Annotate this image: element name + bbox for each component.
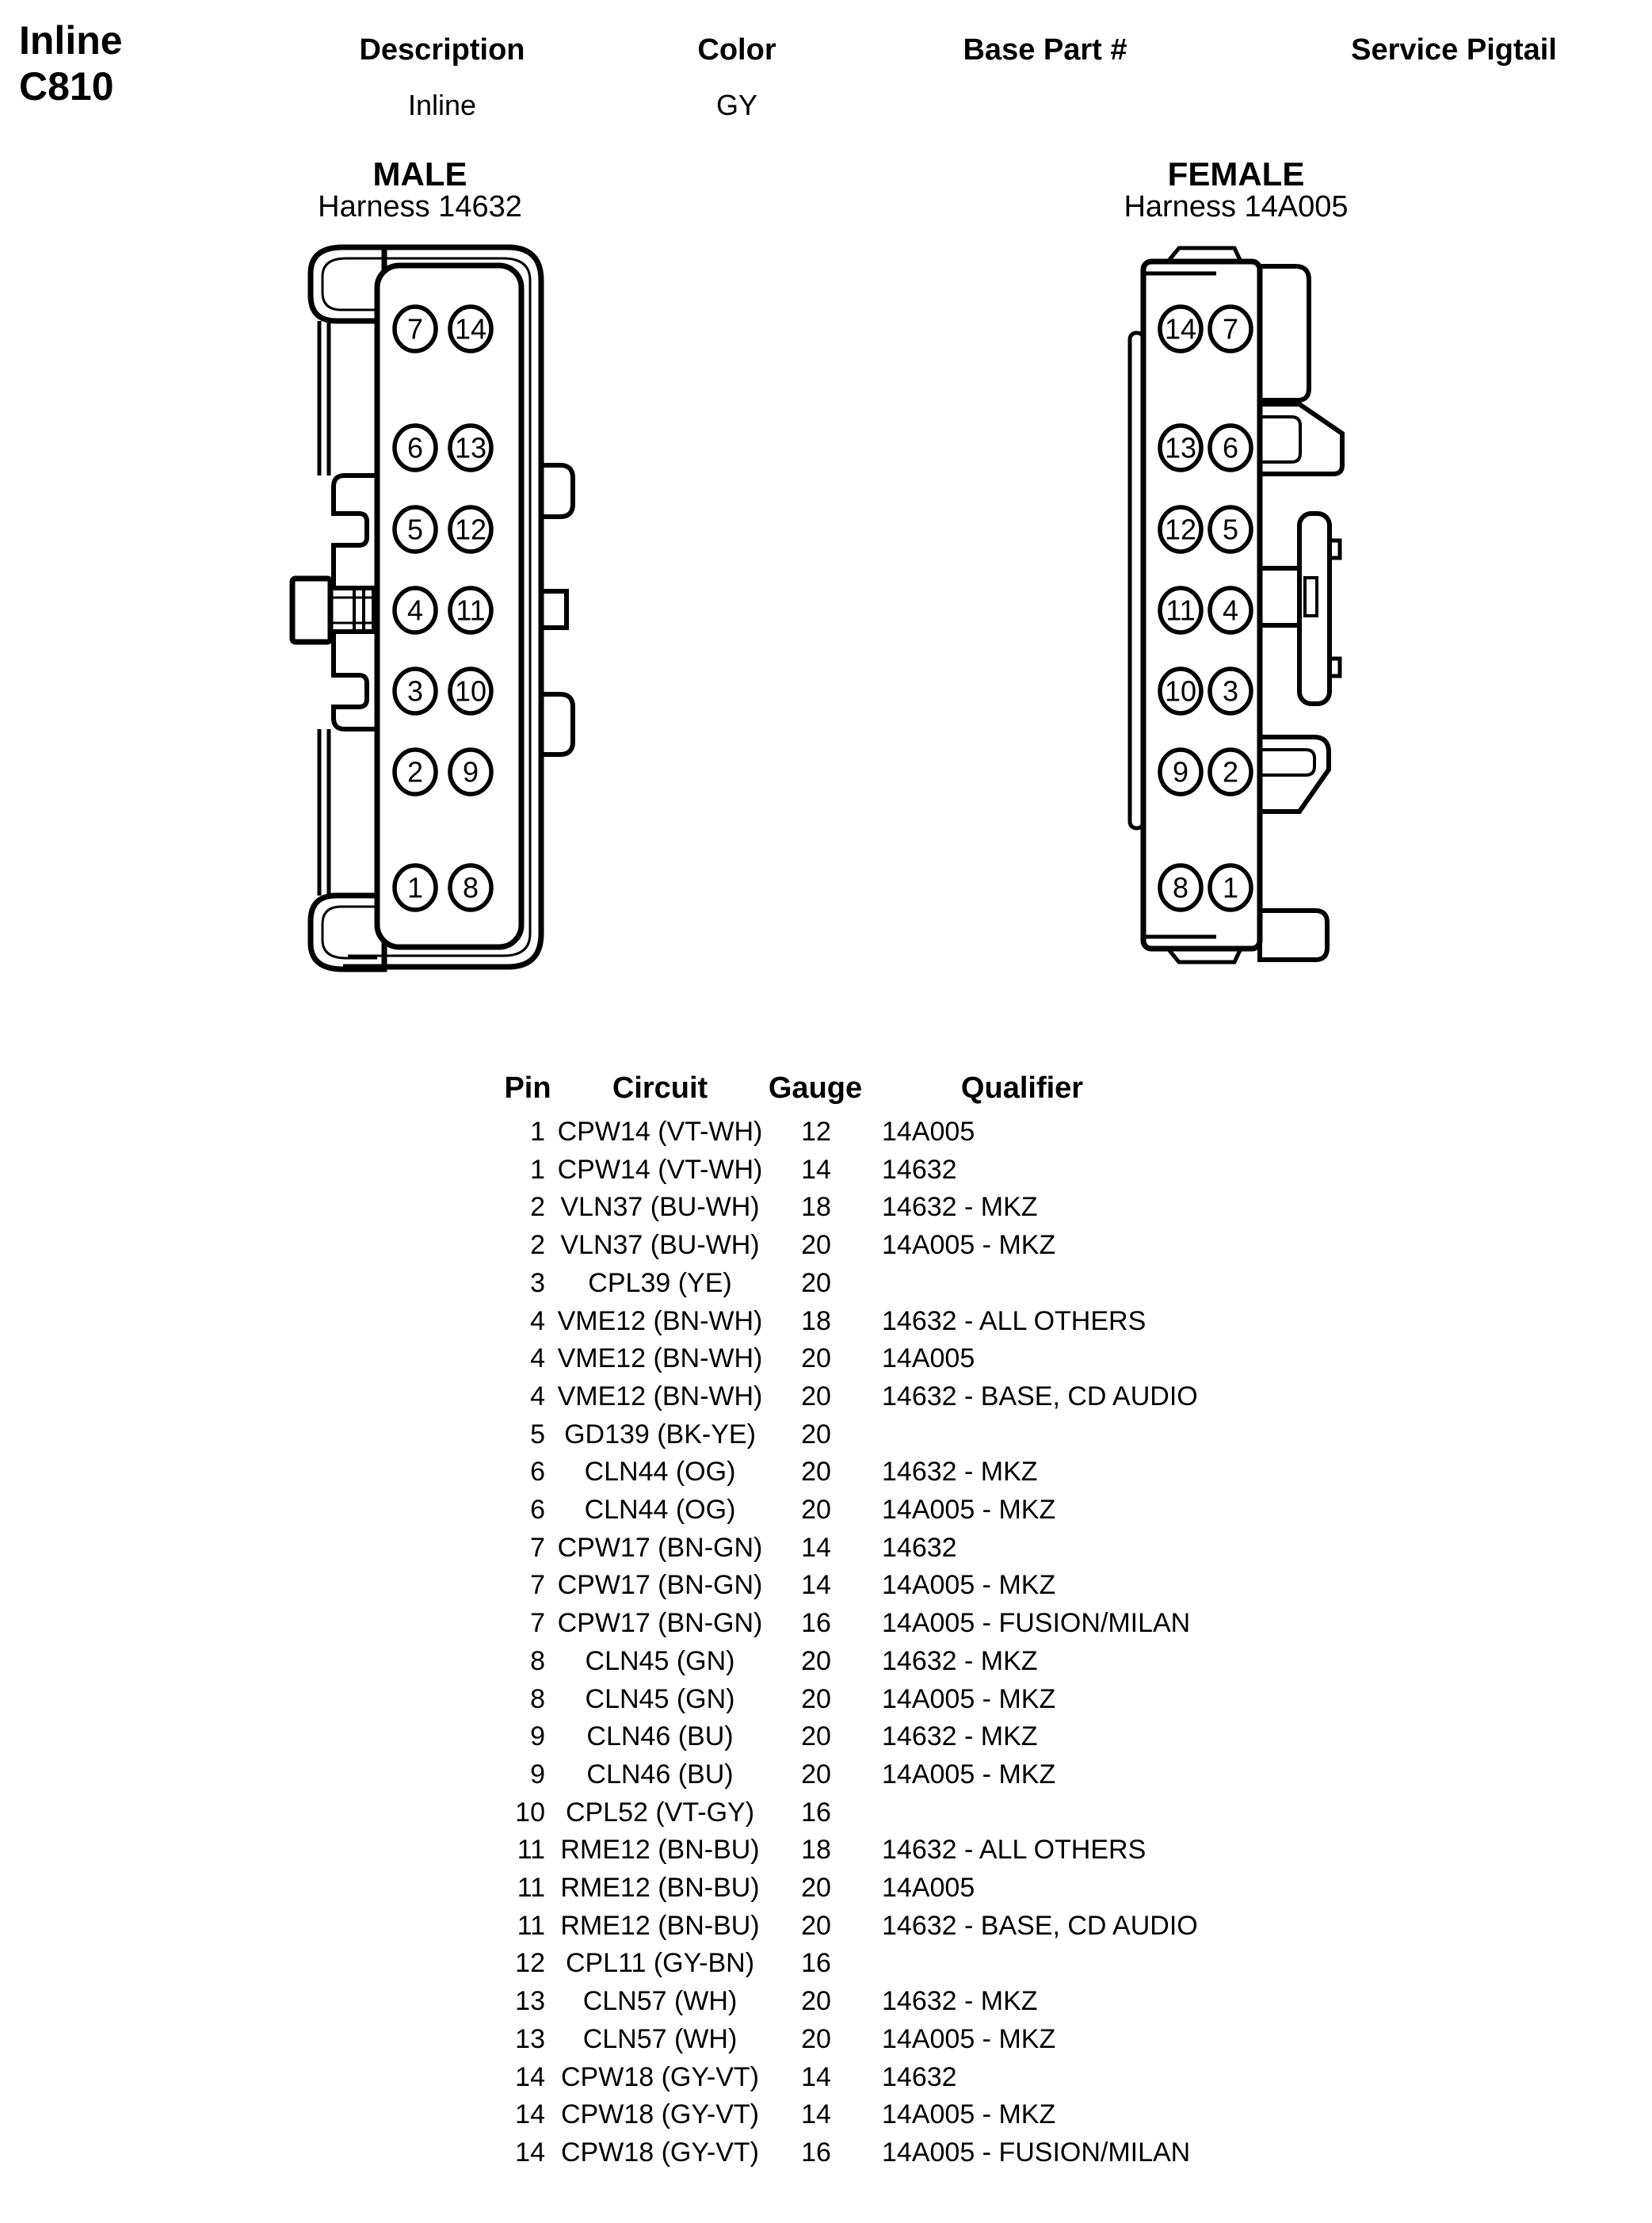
table-row bbox=[0, 1302, 1652, 1340]
male-pin-12 bbox=[450, 507, 491, 552]
circuit-cell: CLN46 (BU) bbox=[586, 1721, 734, 1752]
pin-cell: 2 bbox=[530, 1230, 545, 1261]
female-top-rim bbox=[1260, 266, 1309, 400]
gauge-cell: 20 bbox=[801, 1267, 831, 1298]
qualifier-cell: 14632 - ALL OTHERS bbox=[882, 1835, 1146, 1866]
table-row bbox=[0, 2058, 1652, 2096]
male-pin-13-number: 13 bbox=[454, 431, 487, 464]
male-pin-8 bbox=[450, 865, 491, 910]
gauge-cell: 20 bbox=[801, 1645, 831, 1676]
pin-cell: 14 bbox=[515, 2137, 545, 2168]
qualifier-cell: 14632 - BASE, CD AUDIO bbox=[882, 1381, 1198, 1411]
gauge-cell: 20 bbox=[801, 1230, 831, 1261]
gauge-cell: 20 bbox=[801, 1721, 831, 1752]
pin-cell: 1 bbox=[530, 1117, 545, 1147]
female-pin-7 bbox=[1210, 307, 1251, 351]
male-lock-post bbox=[292, 579, 378, 642]
table-header-pin: Pin bbox=[504, 1071, 551, 1105]
qualifier-cell: 14632 - ALL OTHERS bbox=[882, 1305, 1146, 1336]
table-row bbox=[0, 1982, 1652, 2020]
female-pin-4 bbox=[1210, 588, 1251, 632]
connector-id: C810 bbox=[19, 64, 114, 109]
circuit-cell: CPL11 (GY-BN) bbox=[565, 1948, 755, 1979]
table-row bbox=[0, 1793, 1652, 1831]
male-pin-9 bbox=[450, 750, 491, 794]
female-pin-1 bbox=[1210, 865, 1251, 910]
circuit-cell: CPW17 (BN-GN) bbox=[557, 1570, 763, 1601]
female-pin-14-number: 14 bbox=[1164, 312, 1197, 346]
header-label-description: Description bbox=[359, 33, 525, 67]
table-row bbox=[0, 1907, 1652, 1945]
gauge-cell: 16 bbox=[801, 1797, 831, 1828]
male-pin-3 bbox=[395, 669, 436, 713]
female-pin-3 bbox=[1210, 669, 1251, 713]
pin-cell: 3 bbox=[530, 1267, 545, 1298]
pin-cell: 11 bbox=[517, 1910, 545, 1941]
qualifier-cell: 14A005 - MKZ bbox=[882, 2099, 1056, 2130]
gauge-cell: 20 bbox=[801, 1873, 831, 1903]
female-pin-2 bbox=[1210, 750, 1251, 794]
table-header-qualifier: Qualifier bbox=[960, 1071, 1084, 1105]
pin-cell: 10 bbox=[515, 1797, 545, 1828]
male-pin-11 bbox=[450, 588, 491, 632]
pin-cell: 8 bbox=[530, 1645, 545, 1676]
pin-cell: 2 bbox=[530, 1192, 545, 1223]
female-pin-5 bbox=[1210, 507, 1251, 552]
qualifier-cell: 14A005 - MKZ bbox=[882, 1683, 1056, 1714]
table-row bbox=[0, 1604, 1652, 1642]
table-row bbox=[0, 1415, 1652, 1453]
circuit-cell: CPL39 (YE) bbox=[588, 1267, 732, 1298]
gauge-cell: 12 bbox=[801, 1117, 831, 1147]
male-title: MALE bbox=[372, 155, 467, 193]
table-row bbox=[0, 1339, 1652, 1377]
female-latch bbox=[1260, 514, 1340, 704]
pin-cell: 11 bbox=[517, 1835, 545, 1866]
male-right-tab-upper bbox=[541, 465, 573, 517]
circuit-cell: CPW14 (VT-WH) bbox=[557, 1117, 763, 1147]
qualifier-cell: 14632 - MKZ bbox=[882, 1192, 1038, 1223]
female-pin-12-number: 12 bbox=[1164, 513, 1197, 546]
table-row bbox=[0, 1642, 1652, 1680]
gauge-cell: 20 bbox=[801, 1910, 831, 1941]
female-pin-13 bbox=[1160, 426, 1201, 470]
female-pin-12 bbox=[1160, 507, 1201, 552]
gauge-cell: 14 bbox=[801, 1570, 831, 1601]
pin-cell: 8 bbox=[530, 1683, 545, 1714]
qualifier-cell: 14A005 - MKZ bbox=[882, 1230, 1056, 1261]
pin-cell: 7 bbox=[530, 1608, 545, 1639]
table-row bbox=[0, 1453, 1652, 1491]
circuit-cell: CPW18 (GY-VT) bbox=[560, 2099, 759, 2130]
pin-cell: 14 bbox=[515, 2061, 545, 2092]
gauge-cell: 16 bbox=[801, 1948, 831, 1979]
circuit-cell: CLN44 (OG) bbox=[584, 1495, 736, 1525]
qualifier-cell: 14A005 bbox=[882, 1343, 975, 1374]
qualifier-cell: 14632 - MKZ bbox=[882, 1457, 1038, 1488]
circuit-cell: CPW17 (BN-GN) bbox=[557, 1608, 763, 1639]
male-pin-3-number: 3 bbox=[406, 674, 424, 708]
table-row bbox=[0, 2020, 1652, 2058]
gauge-cell: 18 bbox=[801, 1305, 831, 1336]
table-row bbox=[0, 1944, 1652, 1982]
female-pin-10 bbox=[1160, 669, 1201, 713]
male-pin-2 bbox=[395, 750, 436, 794]
female-pin-6-number: 6 bbox=[1222, 431, 1239, 464]
male-right-tab-square bbox=[541, 591, 567, 628]
table-row bbox=[0, 1717, 1652, 1755]
male-pin-1 bbox=[395, 865, 436, 910]
circuit-cell: CPW18 (GY-VT) bbox=[560, 2061, 759, 2092]
male-pin-5 bbox=[395, 507, 436, 552]
male-pin-9-number: 9 bbox=[462, 755, 479, 789]
circuit-cell: GD139 (BK-YE) bbox=[564, 1419, 756, 1450]
table-row bbox=[0, 1869, 1652, 1907]
female-pin-14 bbox=[1160, 307, 1201, 351]
female-pin-3-number: 3 bbox=[1222, 674, 1239, 708]
header-label-color: Color bbox=[697, 33, 776, 67]
gauge-cell: 14 bbox=[801, 1532, 831, 1563]
circuit-cell: CLN57 (WH) bbox=[582, 1986, 738, 2017]
circuit-cell: CPW18 (GY-VT) bbox=[560, 2137, 759, 2168]
qualifier-cell: 14A005 - MKZ bbox=[882, 1570, 1056, 1601]
female-pin-5-number: 5 bbox=[1222, 513, 1239, 546]
female-pin-6 bbox=[1210, 426, 1251, 470]
circuit-cell: CLN45 (GN) bbox=[585, 1683, 735, 1714]
male-harness: Harness 14632 bbox=[318, 190, 522, 223]
gauge-cell: 20 bbox=[801, 2023, 831, 2054]
qualifier-cell: 14A005 - FUSION/MILAN bbox=[882, 1608, 1191, 1639]
table-row bbox=[0, 2095, 1652, 2133]
circuit-cell: CPW17 (BN-GN) bbox=[557, 1532, 763, 1563]
header-label-service-pigtail: Service Pigtail bbox=[1351, 33, 1557, 67]
pin-cell: 5 bbox=[530, 1419, 545, 1450]
circuit-cell: VLN37 (BU-WH) bbox=[560, 1230, 760, 1261]
gauge-cell: 20 bbox=[801, 1495, 831, 1525]
circuit-cell: CLN57 (WH) bbox=[582, 2023, 738, 2054]
pin-cell: 7 bbox=[530, 1570, 545, 1601]
gauge-cell: 20 bbox=[801, 1457, 831, 1488]
female-pin-7-number: 7 bbox=[1222, 312, 1239, 346]
circuit-cell: CLN45 (GN) bbox=[585, 1645, 735, 1676]
male-pin-4 bbox=[395, 588, 436, 632]
gauge-cell: 20 bbox=[801, 1683, 831, 1714]
qualifier-cell: 14A005 - FUSION/MILAN bbox=[882, 2137, 1191, 2168]
male-pin-10-number: 10 bbox=[454, 674, 487, 708]
female-pin-8 bbox=[1160, 865, 1201, 910]
qualifier-cell: 14A005 - MKZ bbox=[882, 1495, 1056, 1525]
gauge-cell: 14 bbox=[801, 1154, 831, 1185]
male-pin-2-number: 2 bbox=[406, 755, 424, 789]
table-row bbox=[0, 1264, 1652, 1302]
male-pin-7 bbox=[395, 307, 436, 351]
pin-cell: 4 bbox=[530, 1305, 545, 1336]
male-pin-12-number: 12 bbox=[454, 513, 487, 546]
qualifier-cell: 14A005 bbox=[882, 1873, 975, 1903]
circuit-cell: CPW14 (VT-WH) bbox=[557, 1154, 763, 1185]
female-connector-diagram bbox=[1109, 242, 1442, 975]
table-row bbox=[0, 1377, 1652, 1415]
female-pin-8-number: 8 bbox=[1172, 871, 1189, 904]
gauge-cell: 20 bbox=[801, 1986, 831, 2017]
pin-cell: 1 bbox=[530, 1154, 545, 1185]
male-pin-7-number: 7 bbox=[406, 312, 424, 346]
circuit-cell: CLN46 (BU) bbox=[586, 1759, 734, 1789]
table-row bbox=[0, 1566, 1652, 1604]
qualifier-cell: 14632 - MKZ bbox=[882, 1721, 1038, 1752]
male-pin-14 bbox=[450, 307, 491, 351]
gauge-cell: 20 bbox=[801, 1419, 831, 1450]
pin-cell: 13 bbox=[515, 1986, 545, 2017]
table-row bbox=[0, 1113, 1652, 1151]
male-pin-14-number: 14 bbox=[454, 312, 487, 346]
male-pin-4-number: 4 bbox=[406, 594, 424, 627]
pin-cell: 11 bbox=[517, 1873, 545, 1903]
table-row bbox=[0, 1491, 1652, 1529]
gauge-cell: 20 bbox=[801, 1759, 831, 1789]
qualifier-cell: 14632 bbox=[882, 2061, 957, 2092]
female-pin-9 bbox=[1160, 750, 1201, 794]
header-value-description: Inline bbox=[407, 89, 477, 121]
pin-cell: 14 bbox=[515, 2099, 545, 2130]
circuit-cell: RME12 (BN-BU) bbox=[560, 1873, 760, 1903]
male-pin-13 bbox=[450, 426, 491, 470]
male-pin-10 bbox=[450, 669, 491, 713]
female-bottom-tab bbox=[1260, 911, 1327, 960]
table-row bbox=[0, 1188, 1652, 1226]
qualifier-cell: 14A005 bbox=[882, 1117, 975, 1147]
table-row bbox=[0, 1226, 1652, 1264]
female-pin-1-number: 1 bbox=[1222, 871, 1239, 904]
table-row bbox=[0, 1680, 1652, 1718]
pin-cell: 6 bbox=[530, 1457, 545, 1488]
qualifier-cell: 14632 - MKZ bbox=[882, 1986, 1038, 2017]
table-row bbox=[0, 1831, 1652, 1869]
male-pin-11-number: 11 bbox=[456, 594, 486, 627]
circuit-cell: RME12 (BN-BU) bbox=[560, 1835, 760, 1866]
qualifier-cell: 14632 - BASE, CD AUDIO bbox=[882, 1910, 1198, 1941]
female-harness: Harness 14A005 bbox=[1124, 190, 1349, 223]
qualifier-cell: 14632 bbox=[882, 1154, 957, 1185]
female-pin-9-number: 9 bbox=[1172, 755, 1189, 789]
table-row bbox=[0, 2133, 1652, 2171]
circuit-cell: RME12 (BN-BU) bbox=[560, 1910, 760, 1941]
male-pin-5-number: 5 bbox=[406, 513, 424, 546]
pin-cell: 13 bbox=[515, 2023, 545, 2054]
gauge-cell: 18 bbox=[801, 1835, 831, 1866]
circuit-cell: VME12 (BN-WH) bbox=[557, 1305, 763, 1336]
circuit-cell: VME12 (BN-WH) bbox=[557, 1381, 763, 1411]
pin-cell: 6 bbox=[530, 1495, 545, 1525]
female-pin-13-number: 13 bbox=[1164, 431, 1197, 464]
female-pin-4-number: 4 bbox=[1222, 594, 1239, 627]
qualifier-cell: 14A005 - MKZ bbox=[882, 2023, 1056, 2054]
female-title: FEMALE bbox=[1167, 155, 1305, 193]
gauge-cell: 16 bbox=[801, 1608, 831, 1639]
male-connector-diagram bbox=[281, 242, 598, 975]
circuit-cell: VME12 (BN-WH) bbox=[557, 1343, 763, 1374]
female-pin-2-number: 2 bbox=[1222, 755, 1239, 789]
female-pin-11-number: 11 bbox=[1166, 594, 1196, 627]
gauge-cell: 20 bbox=[801, 1381, 831, 1411]
circuit-cell: CPL52 (VT-GY) bbox=[565, 1797, 755, 1828]
qualifier-cell: 14632 - MKZ bbox=[882, 1645, 1038, 1676]
gauge-cell: 20 bbox=[801, 1343, 831, 1374]
female-pin-11 bbox=[1160, 588, 1201, 632]
gauge-cell: 14 bbox=[801, 2061, 831, 2092]
gauge-cell: 14 bbox=[801, 2099, 831, 2130]
qualifier-cell: 14A005 - MKZ bbox=[882, 1759, 1056, 1789]
gauge-cell: 16 bbox=[801, 2137, 831, 2168]
table-header-circuit: Circuit bbox=[612, 1071, 708, 1105]
pin-cell: 9 bbox=[530, 1759, 545, 1789]
table-row bbox=[0, 1151, 1652, 1189]
male-right-tab-lower bbox=[541, 694, 573, 754]
gauge-cell: 18 bbox=[801, 1192, 831, 1223]
male-pin-8-number: 8 bbox=[462, 871, 479, 904]
header-label-base-part: Base Part # bbox=[963, 33, 1127, 67]
female-pin-10-number: 10 bbox=[1164, 674, 1197, 708]
pin-cell: 12 bbox=[515, 1948, 545, 1979]
male-pin-6 bbox=[395, 426, 436, 470]
header-value-color: GY bbox=[715, 89, 758, 121]
male-pin-6-number: 6 bbox=[406, 431, 424, 464]
circuit-cell: CLN44 (OG) bbox=[584, 1457, 736, 1488]
pin-cell: 7 bbox=[530, 1532, 545, 1563]
pin-cell: 4 bbox=[530, 1381, 545, 1411]
pin-cell: 4 bbox=[530, 1343, 545, 1374]
connector-type-title: Inline bbox=[19, 18, 123, 63]
table-row bbox=[0, 1755, 1652, 1793]
circuit-cell: VLN37 (BU-WH) bbox=[560, 1192, 760, 1223]
male-pin-1-number: 1 bbox=[406, 871, 424, 904]
table-row bbox=[0, 1529, 1652, 1567]
table-header-gauge: Gauge bbox=[768, 1071, 863, 1105]
qualifier-cell: 14632 bbox=[882, 1532, 957, 1563]
pin-cell: 9 bbox=[530, 1721, 545, 1752]
